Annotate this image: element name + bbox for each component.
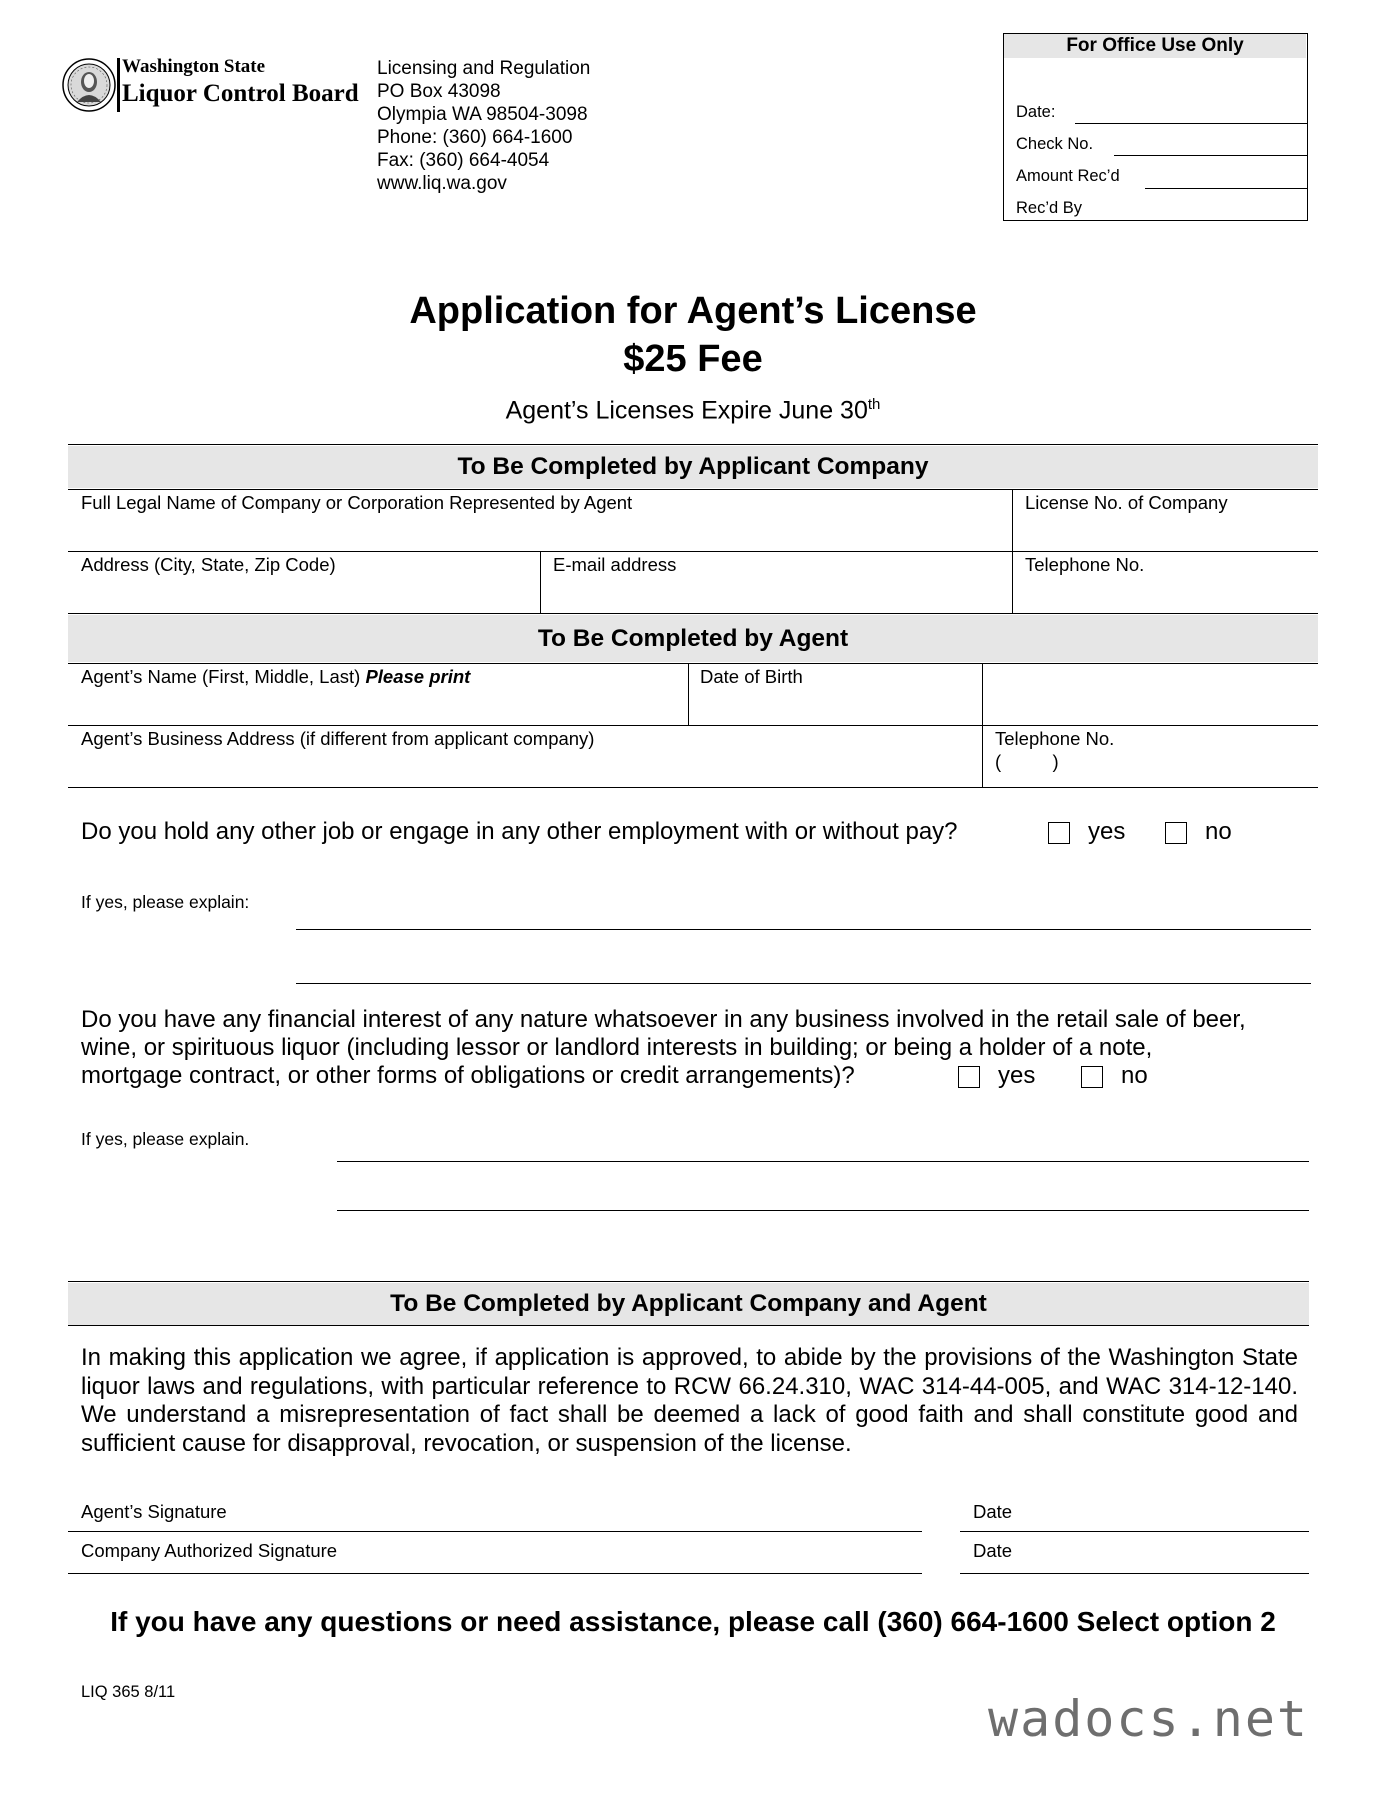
agent-dob-label: Date of Birth: [700, 666, 803, 687]
office-recd-by-label: Rec’d By: [1016, 199, 1083, 217]
agent-section-top-rule: [68, 613, 1318, 614]
q1-explain-line-1[interactable]: [296, 929, 1311, 930]
company-telephone-field[interactable]: [1014, 576, 1318, 612]
logo-divider: [117, 58, 120, 112]
address-line-city: Olympia WA 98504-3098: [377, 104, 588, 125]
site-watermark: wadocs.net: [988, 1690, 1310, 1748]
office-date-line[interactable]: [1075, 123, 1307, 124]
agent-name-field[interactable]: [68, 688, 686, 724]
applicant-section-header: To Be Completed by Applicant Company: [68, 446, 1318, 488]
q2-no-checkbox[interactable]: [1081, 1066, 1103, 1088]
agent-signature-field[interactable]: [260, 1495, 920, 1527]
office-date-label: Date:: [1016, 103, 1056, 121]
q1-no-label: no: [1205, 818, 1232, 845]
agent-name-divider: [688, 663, 689, 726]
agent-signature-date-field[interactable]: [1030, 1495, 1305, 1527]
company-date-line: [960, 1573, 1309, 1574]
office-amount-label: Amount Rec’d: [1016, 167, 1120, 185]
agent-section-header: To Be Completed by Agent: [68, 615, 1318, 662]
company-license-field[interactable]: [1014, 514, 1318, 550]
company-address-label: Address (City, State, Zip Code): [81, 554, 336, 575]
company-address-field[interactable]: [68, 576, 540, 612]
q2-no-label: no: [1121, 1062, 1148, 1089]
agent-dob-field[interactable]: [690, 688, 980, 724]
company-name-label: Full Legal Name of Company or Corporation Represented by Agent: [81, 492, 633, 513]
address-line-po-box: PO Box 43098: [377, 81, 501, 102]
company-signature-label: Company Authorized Signature: [81, 1540, 338, 1561]
joint-section-header: To Be Completed by Applicant Company and Agent: [68, 1283, 1309, 1325]
agent-bottom-rule: [68, 787, 1318, 788]
company-email-field[interactable]: [542, 576, 1010, 612]
form-number: LIQ 365 8/11: [81, 1683, 176, 1701]
agent-signature-line: [68, 1531, 922, 1532]
agent-name-label: Agent’s Name (First, Middle, Last) Please print: [81, 666, 471, 687]
question-other-employment: Do you hold any other job or engage in any other employment with or without pay?: [81, 818, 958, 845]
q2-explain-line-1[interactable]: [337, 1161, 1309, 1162]
agent-blank-field[interactable]: [984, 665, 1318, 725]
state-seal-icon: [62, 58, 116, 112]
office-use-box: [1003, 33, 1308, 221]
question-financial-interest-line1: Do you have any financial interest of any nature whatsoever in any business involved in the retail sale of beer,: [81, 1006, 1246, 1033]
company-license-label: License No. of Company: [1025, 492, 1228, 513]
agent-business-address-label: Agent’s Business Address (if different from applicant company): [81, 728, 595, 749]
q2-yes-checkbox[interactable]: [958, 1066, 980, 1088]
office-check-line[interactable]: [1114, 155, 1307, 156]
q1-yes-label: yes: [1088, 818, 1126, 845]
agent-date-line: [960, 1531, 1309, 1532]
q1-no-checkbox[interactable]: [1165, 822, 1187, 844]
company-signature-line: [68, 1573, 922, 1574]
address-line-fax: Fax: (360) 664-4054: [377, 150, 550, 171]
agent-signature-date-label: Date: [973, 1501, 1013, 1522]
applicant-header-rule: [68, 489, 1318, 490]
company-name-field[interactable]: [68, 514, 1012, 550]
address-line-phone: Phone: (360) 664-1600: [377, 127, 573, 148]
q2-yes-label: yes: [998, 1062, 1036, 1089]
q2-explain-label: If yes, please explain.: [81, 1129, 250, 1149]
help-contact-line: If you have any questions or need assistance, please call (360) 664-1600 Select option 2: [110, 1606, 1276, 1637]
agent-telephone-label: Telephone No.: [995, 728, 1115, 749]
agent-signature-label: Agent’s Signature: [81, 1501, 227, 1522]
question-financial-interest-line3: mortgage contract, or other forms of obligations or credit arrangements)?: [81, 1062, 855, 1089]
company-signature-date-label: Date: [973, 1540, 1013, 1561]
agent-telephone-area-code[interactable]: ( ): [995, 751, 1059, 772]
q1-yes-checkbox[interactable]: [1048, 822, 1070, 844]
address-line-division: Licensing and Regulation: [377, 58, 591, 79]
joint-section-top-rule: [68, 1281, 1309, 1282]
agent-row-rule: [68, 725, 1318, 726]
company-telephone-label: Telephone No.: [1025, 554, 1145, 575]
office-check-label: Check No.: [1016, 135, 1094, 153]
section-top-rule: [68, 444, 1318, 445]
expiration-note: Agent’s Licenses Expire June 30th: [505, 396, 881, 425]
q2-explain-line-2[interactable]: [337, 1210, 1309, 1211]
q1-explain-label: If yes, please explain:: [81, 892, 250, 912]
joint-header-rule: [68, 1325, 1309, 1326]
company-email-label: E-mail address: [553, 554, 677, 575]
form-title: Application for Agent’s License: [409, 290, 977, 332]
agency-name-line2: Liquor Control Board: [122, 80, 359, 107]
office-use-title: For Office Use Only: [1004, 34, 1306, 58]
agent-header-rule: [68, 663, 1318, 664]
office-amount-line[interactable]: [1145, 188, 1307, 189]
address-line-website[interactable]: www.liq.wa.gov: [377, 173, 507, 194]
question-financial-interest-line2: wine, or spirituous liquor (including lessor or landlord interests in building; or being a holder of a note,: [81, 1034, 1153, 1061]
q1-explain-line-2[interactable]: [296, 983, 1311, 984]
agent-business-address-field[interactable]: [68, 750, 980, 786]
company-signature-field[interactable]: [380, 1535, 920, 1571]
applicant-row-rule: [68, 551, 1318, 552]
form-fee: $25 Fee: [623, 338, 763, 380]
applicant-address-divider: [540, 551, 541, 614]
agency-name-line1: Washington State: [122, 56, 266, 77]
company-signature-date-field[interactable]: [1030, 1535, 1305, 1571]
agreement-statement: In making this application we agree, if application is approved, to abide by the provisions of the Washington State liquor laws and regulations, with particular reference to RCW 66.24.310, WAC 314-44-005, and WAC 314-12-140. We understand a misrepresentation of fact shall be deemed a lack of good faith and shall constitute good and sufficient cause for disapproval, revocation, or suspension of the license.: [81, 1344, 1298, 1457]
